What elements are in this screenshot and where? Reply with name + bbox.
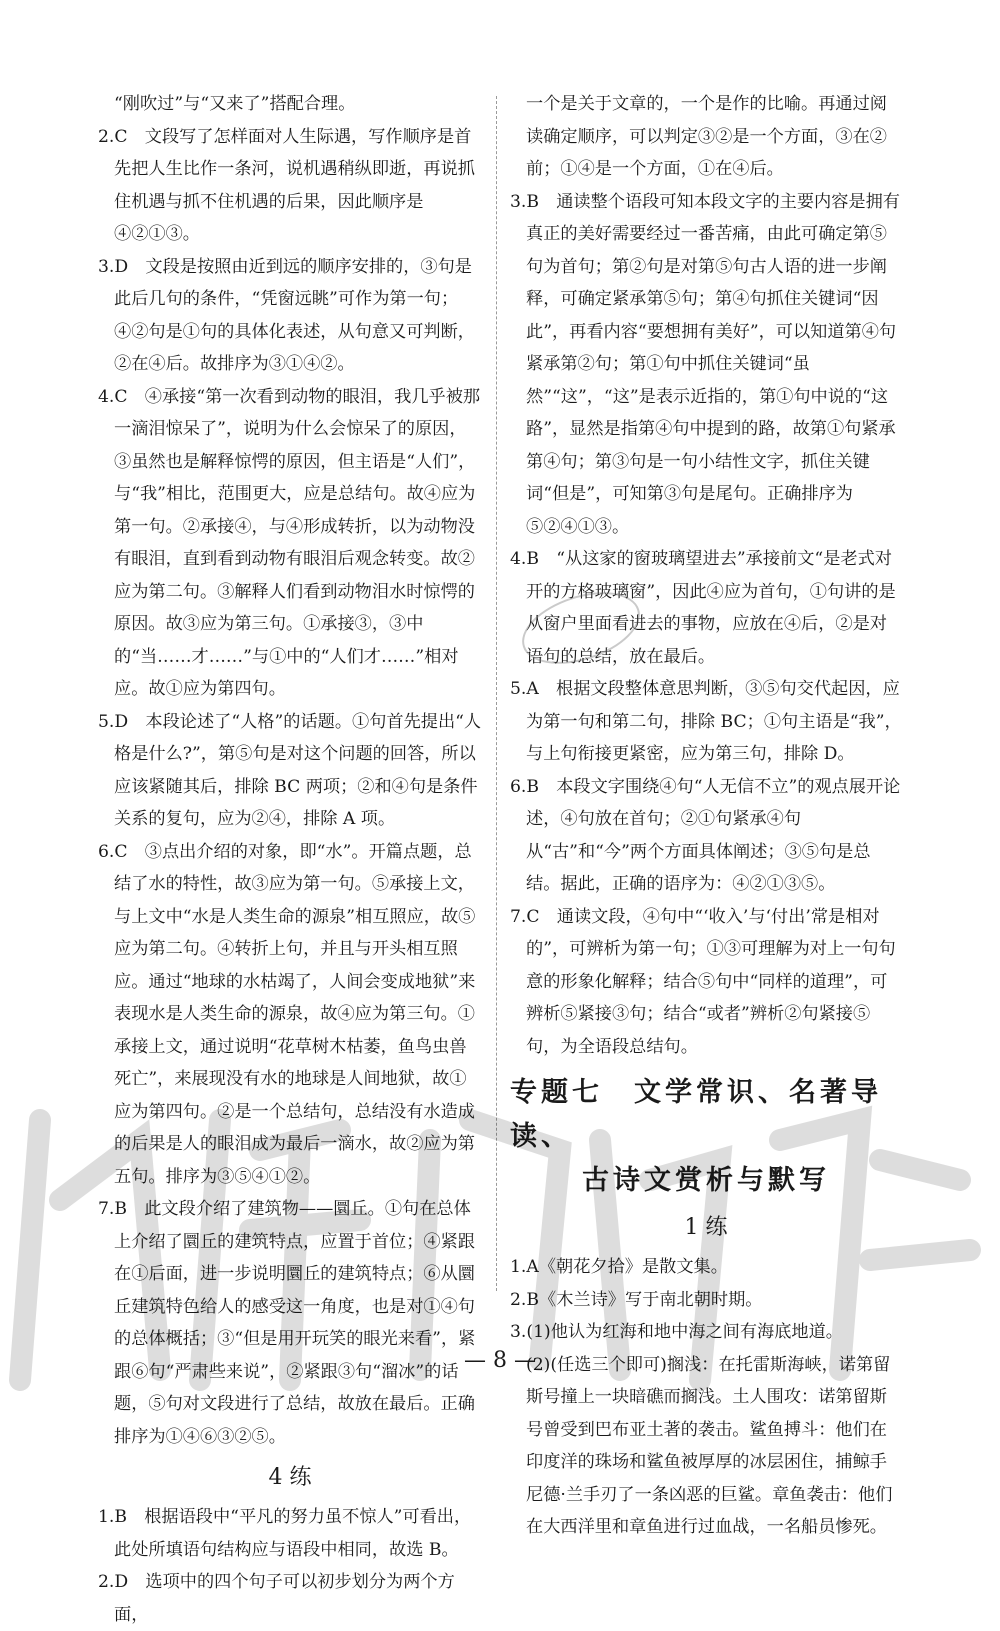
- answer-text: 本段论述了“人格”的话题。①句首先提出“人格是什么?”，第⑤句是对这个问题的回答，所以应该紧随其后，排除 BC 两项；②和④句是条件关系的复句，应为②④，排除 A 项。: [114, 711, 482, 829]
- answer-text: 通读文段，④句中“‘收入’与‘付出’常是相对的”，可辨析为第一句；①③可理解为对上一句句意的形象化解释；结合⑤句中“同样的道理”，可辨析⑤紧接③句；结合“或者”辨析②句紧接⑤句，为全语段总结句。: [526, 906, 896, 1057]
- answer-number: 1.B: [98, 1507, 128, 1527]
- answer-item: [98, 1501, 482, 1566]
- answer-item: [98, 1193, 482, 1453]
- answer-item: [98, 88, 482, 121]
- answer-number: 3.: [510, 1322, 527, 1342]
- answer-item: [98, 251, 482, 381]
- answer-text: 《木兰诗》写于南北朝时期。: [539, 1289, 763, 1310]
- answer-item: [510, 186, 902, 544]
- answer-text: ③点出介绍的对象，即“水”。开篇点题，总结了水的特性，故③应为第一句。⑤承接上文，与上文中“水是人类生命的源泉”相互照应，故⑤应为第二句。④转折上句，并且与开头相互照应。通过“地球的水枯竭了，人间会变成地狱”来表现水是人类生命的源泉，故④应为第三句。①承接上文，通过说明“花草树木枯萎，鱼鸟虫兽死亡”，来展现没有水的地球是人间地狱，故①应为第四句。②是一个总结句，总结没有水造成的后果是人的眼泪成为最后一滴水，故②应为第五句。排序为③⑤④①②。: [114, 841, 476, 1187]
- answer-text: 文段写了怎样面对人生际遇，写作顺序是首先把人生比作一条河，说机遇稍纵即逝，再说抓住机遇与抓不住机遇的后果，因此顺序是④②①③。: [114, 126, 475, 244]
- answer-number: 7.B: [98, 1199, 128, 1219]
- answer-text: ④承接“第一次看到动物的眼泪，我几乎被那一滴泪惊呆了”，说明为什么会惊呆了的原因，③虽然也是解释惊愕的原因，但主语是“人们”，与“我”相比，范围更大，应是总结句。故④应为第一句。②承接④，与④形成转折，以为动物没有眼泪，直到看到动物有眼泪后观念转变。故②应为第二句。③解释人们看到动物泪水时惊愕的原因。故③应为第三句。①承接③，③中的“当……才……”与①中的“人们才……”相对应。故①应为第四句。: [114, 386, 481, 699]
- answer-number: 2.D: [98, 1572, 129, 1592]
- answer-text: 根据语段中“平凡的努力虽不惊人”可看出，此处所填语句结构应与语段中相同，故选 B。: [114, 1507, 472, 1560]
- answer-subitem: [510, 1349, 902, 1544]
- answer-number: 5.D: [98, 711, 129, 732]
- answer-item: [510, 1316, 902, 1349]
- answer-text: “刚吹过”与“又来了”搭配合理。: [114, 94, 356, 114]
- answer-item: [98, 836, 482, 1194]
- answer-text: (2)(任选三个即可)搁浅：在托雷斯海峡，诺第留斯号撞上一块暗礁而搁浅。土人围攻：诺第留斯号曾受到巴布亚土著的袭击。鲨鱼搏斗：他们在印度洋的珠场和鲨鱼被厚厚的冰层困住，捕鲸手尼德·兰手刃了一条凶恶的巨鲨。章鱼袭击：他们在大西洋里和章鱼进行过血战，一名船员惨死。: [526, 1354, 893, 1537]
- column-divider: [496, 96, 497, 1291]
- answer-text: 根据文段整体意思判断，③⑤句交代起因，应为第一句和第二句，排除 BC；①句主语是“我”，与上句衔接更紧密，应为第三句，排除 D。: [526, 679, 902, 764]
- answer-number: 5.A: [510, 679, 539, 699]
- answer-text: 《朝花夕拾》是散文集。: [538, 1257, 728, 1277]
- answer-number: 6.B: [510, 776, 540, 797]
- answer-number: 2.C: [98, 126, 128, 147]
- answer-text: 本段文字围绕④句“人无信不立”的观点展开论述，④句放在首句；②①句紧承④句从“古”和“今”两个方面具体阐述；③⑤句是总结。据此，正确的语序为：④②①③⑤。: [526, 776, 901, 894]
- chapter-title-line1: 专题七 文学常识、名著导读、: [510, 1077, 882, 1152]
- answer-text: “从这家的窗玻璃望进去”承接前文“是老式对开的方格玻璃窗”，因此④应为首句，①句讲的是从窗户里面看进去的事物，应放在④后，②是对语句的总结，放在最后。: [526, 549, 896, 667]
- answer-number: 2.B: [510, 1289, 540, 1310]
- answer-number: 6.C: [98, 841, 128, 862]
- answer-continuation: [510, 88, 902, 186]
- answer-item: [98, 706, 482, 836]
- answer-item: [510, 901, 902, 1064]
- answer-item: [510, 771, 902, 901]
- answer-item: [510, 1284, 902, 1317]
- answer-number: 7.C: [510, 906, 540, 927]
- answer-item: [510, 1251, 902, 1284]
- answer-text: 通读整个语段可知本段文字的主要内容是拥有真正的美好需要经过一番苦痛，由此可确定第⑤句为首句；第②句是对第⑤句古人语的进一步阐释，可确定紧承第⑤句；第④句抓住关键词“因此”，再看内容“要想拥有美好”，可以知道第④句紧承第②句；第①句中抓住关键词“虽然”“这”，“这”是表示近指的，第①句中说的“这路”，显然是指第④句中提到的路，故第①句紧承第④句；第③句是一句小结性文字，抓住关键词“但是”，可知第③句是尾句。正确排序为⑤②④①③。: [526, 191, 900, 537]
- answer-item: [98, 381, 482, 706]
- answer-item: [510, 673, 902, 771]
- chapter-heading: [510, 1071, 902, 1203]
- answer-text: 选项中的四个句子可以初步划分为两个方面，: [114, 1572, 455, 1625]
- answer-number: 3.B: [510, 191, 540, 212]
- page-number: — 8 —: [464, 1348, 536, 1373]
- answer-text: 此文段介绍了建筑物——圜丘。①句在总体上介绍了圜丘的建筑特点，应置于首位；④紧跟在①后面，进一步说明圜丘的建筑特点；⑥从圜丘建筑特色给人的感受这一角度，也是对①④句的总体概括；③“但是用开玩笑的眼光来看”，紧跟⑥句“严肃些来说”，②紧跟③句“溜冰”的话题，⑤句对文段进行了总结，故放在最后。正确排序为①④⑥③②⑤。: [114, 1199, 476, 1447]
- right-column: [510, 88, 902, 1544]
- practice-4-title: 4 练: [268, 1465, 312, 1490]
- answer-number: 4.C: [98, 386, 128, 407]
- answer-item: [98, 121, 482, 251]
- answer-text: 一个是关于文章的，一个是作的比喻。再通过阅读确定顺序，可以判定③②是一个方面，③在②前；①④是一个方面，①在④后。: [526, 94, 887, 179]
- chapter-title-line2: 古诗文赏析与默写: [582, 1165, 830, 1196]
- practice-1-title: 1 练: [684, 1215, 728, 1240]
- answer-text: (1)他认为红海和地中海之间有海底地道。: [526, 1322, 843, 1342]
- answer-number: 1.A: [510, 1257, 539, 1277]
- answer-number: 4.B: [510, 549, 540, 569]
- answer-text: 文段是按照由近到远的顺序安排的，③句是此后几句的条件，“凭窗远眺”可作为第一句；④②句是①句的具体化表述，从句意又可判断，②在④后。故排序为③①④②。: [114, 256, 475, 374]
- answer-item: [98, 1566, 482, 1631]
- answer-number: 3.D: [98, 256, 129, 277]
